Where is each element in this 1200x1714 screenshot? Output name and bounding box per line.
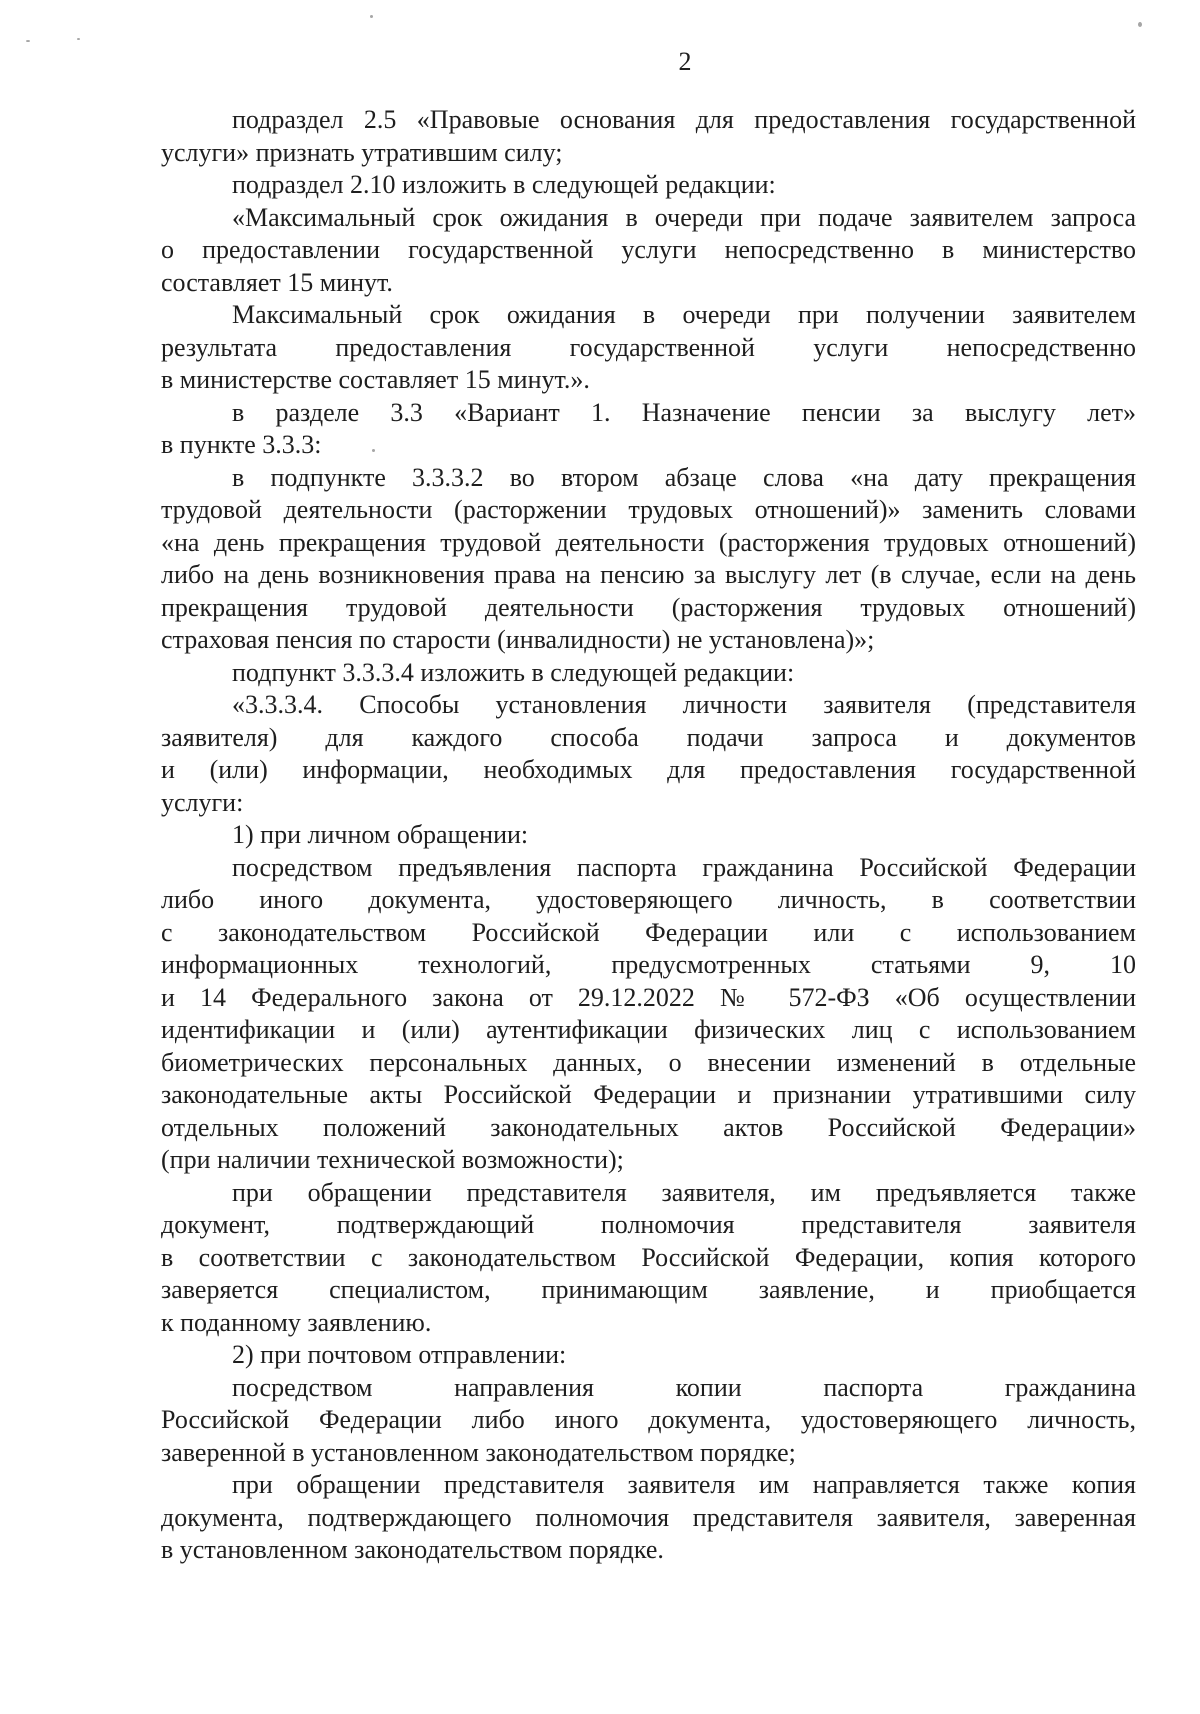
text-line: при обращении представителя заявителя им направляется также копия [232,1470,1136,1499]
paragraph [161,397,1136,462]
document-body [161,104,1136,1567]
text-line: заявителя) для каждого способа подачи запроса и документов [161,722,1136,752]
page-number: 2 [678,47,692,76]
text-line: заверяется специалистом, принимающим заявление, и приобщается [161,1275,1136,1304]
text-line: заверенной в установленном законодательством порядке; [161,1437,796,1467]
text-line: подраздел 2.10 изложить в следующей редакции: [232,170,776,199]
paragraph [161,657,1136,690]
text-line: «3.3.3.4. Способы установления личности заявителя (представителя [232,690,1136,719]
text-line: и (или) информации, необходимых для предоставления государственной [161,755,1136,784]
text-line: «на день прекращения трудовой деятельности (расторжения трудовых отношений) [161,527,1136,557]
text-line: и 14 Федерального закона от 29.12.2022 № 572-ФЗ «Об осуществлении [161,982,1136,1012]
text-line: информационных технологий, предусмотренных статьями 9, 10 [161,950,1136,979]
text-line: в установленном законодательством порядке. [161,1535,664,1564]
text-line: документа, подтверждающего полномочия представителя заявителя, заверенная [161,1502,1136,1532]
text-line: результата предоставления государственной услуги непосредственно [161,332,1136,362]
text-line: страховая пенсия по старости (инвалидности) не установлена)»; [161,625,875,654]
text-line: (при наличии технической возможности); [161,1145,624,1174]
text-line: отдельных положений законодательных актов Российской Федерации» [161,1112,1136,1142]
paragraph [161,1372,1136,1470]
paragraph [161,819,1136,852]
text-line: в разделе 3.3 «Вариант 1. Назначение пенсии за выслугу лет» [232,397,1136,427]
paragraph [161,1177,1136,1340]
text-line: прекращения трудовой деятельности (расторжения трудовых отношений) [161,592,1136,622]
text-line: с законодательством Российской Федерации или с использованием [161,917,1136,947]
text-line: идентификации и (или) аутентификации физических лиц с использованием [161,1015,1136,1044]
text-line: Российской Федерации либо иного документа, удостоверяющего личность, [161,1405,1136,1434]
text-line: при обращении представителя заявителя, им предъявляется также [232,1177,1136,1207]
text-line: документ, подтверждающий полномочия представителя заявителя [161,1210,1136,1239]
text-line: подраздел 2.5 «Правовые основания для предоставления государственной [232,105,1136,134]
paragraph [161,689,1136,819]
text-line: в соответствии с законодательством Российской Федерации, копия которого [161,1242,1136,1272]
scan-speck [26,40,30,42]
scan-speck [1138,22,1142,27]
text-line: подпункт 3.3.3.4 изложить в следующей редакции: [232,657,795,687]
text-line: 2) при почтовом отправлении: [232,1340,567,1369]
paragraph [161,202,1136,300]
text-line: к поданному заявлению. [161,1307,432,1337]
paragraph [161,462,1136,657]
text-line: «Максимальный срок ожидания в очереди при подаче заявителем запроса [232,202,1136,232]
text-line: в министерстве составляет 15 минут.». [161,365,590,394]
text-line: законодательные акты Российской Федерации и признании утратившими силу [161,1080,1136,1109]
text-line: в пункте 3.3.3: [161,430,322,459]
paragraph [161,1339,1136,1372]
text-line: составляет 15 минут. [161,267,393,297]
paragraph [161,104,1136,169]
text-line: в подпункте 3.3.3.2 во втором абзаце слова «на дату прекращения [232,462,1136,492]
paragraph [161,1469,1136,1567]
scan-speck [77,38,80,40]
text-line: 1) при личном обращении: [232,820,529,849]
paragraph [161,169,1136,202]
text-line: Максимальный срок ожидания в очереди при получении заявителем [232,300,1136,329]
scan-speck [370,15,373,18]
text-line: либо иного документа, удостоверяющего личность, в соответствии [161,885,1136,914]
text-line: услуги: [161,787,244,817]
text-line: посредством направления копии паспорта гражданина [232,1372,1136,1402]
text-line: о предоставлении государственной услуги непосредственно в министерство [161,235,1136,264]
text-line: биометрических персональных данных, о внесении изменений в отдельные [161,1047,1136,1077]
text-line: посредством предъявления паспорта гражданина Российской Федерации [232,852,1136,882]
text-line: трудовой деятельности (расторжении трудовых отношений)» заменить словами [161,495,1136,524]
paragraph [161,852,1136,1177]
paragraph [161,299,1136,397]
text-line: либо на день возникновения права на пенсию за выслугу лет (в случае, если на день [161,560,1136,589]
text-line: услуги» признать утратившим силу; [161,137,563,167]
